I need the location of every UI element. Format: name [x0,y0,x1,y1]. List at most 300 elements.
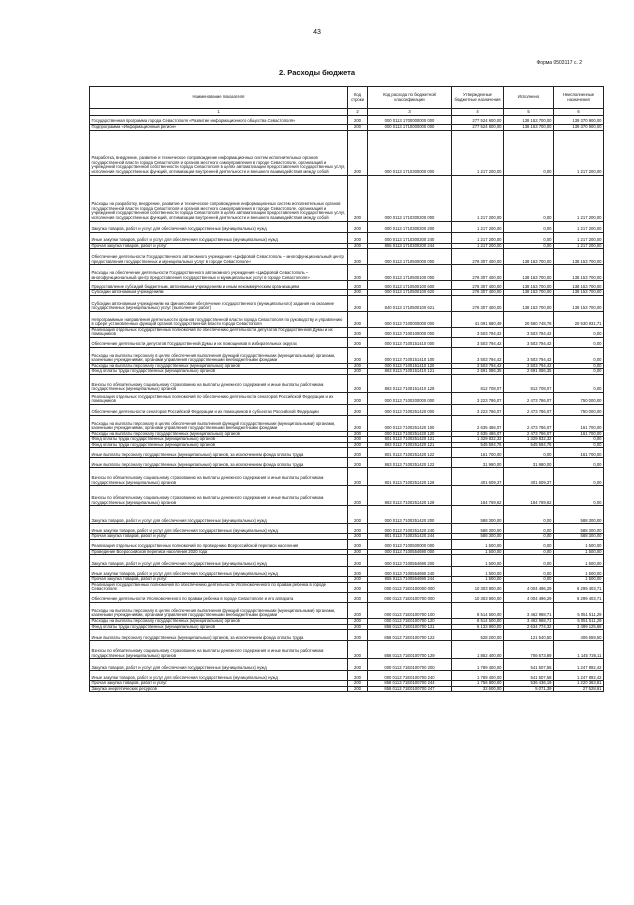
row-name: Предоставление субсидий бюджетным, автономным учреждениям и иным некоммерческим организациям [90,281,348,290]
header-unexecuted: Неисполненные назначения [554,87,604,109]
row-classification-code: 000 0113 1710000000 000 [368,125,452,131]
row-approved: 3 503 794,42 [452,347,504,363]
row-unexecuted: 0,00 [554,369,604,375]
row-name: Обеспечение деятельности сенаторов Российской Федерации и их помощников в субъектах Российской Федерации [90,404,348,415]
row-approved: 1 500,00 [452,539,504,549]
row-classification-code: 000 0113 1710300000 000 [368,130,452,175]
table-row [90,539,604,549]
row-unexecuted: 1 217 200,00 [554,130,604,175]
row-line-code: 200 [348,392,368,404]
row-line-code: 200 [348,116,368,125]
row-name: Прочая закупка товаров, работ и услуг [90,243,348,249]
row-approved: 1 217 200,00 [452,175,504,221]
row-name: Закупка товаров, работ и услуг для обеспечения государственных (муниципальных) нужд [90,506,348,524]
row-approved: 1 329 832,32 [452,437,504,443]
row-classification-code: 855 0113 1710300200 244 [368,243,452,249]
row-name: Подпрограмма «Информационный регион» [90,125,348,131]
row-unexecuted: 1 217 200,00 [554,221,604,232]
row-classification-code: 000 0113 7100554690 000 [368,549,452,555]
row-line-code: 200 [348,232,368,243]
row-name: Фонд оплаты труда государственных (муниципальных) органов [90,369,348,375]
row-name: Закупка товаров, работ и услуг для обеспечения государственных (муниципальных) нужд [90,555,348,567]
row-approved: 2 691 086,35 [452,369,504,375]
table-row [90,486,604,506]
row-classification-code: 000 0113 7100151410 000 [368,337,452,347]
row-approved: 1 217 200,00 [452,130,504,175]
row-unexecuted: 27 528,61 [554,686,604,692]
row-executed: 121 540,50 [504,630,554,641]
row-line-code: 200 [348,534,368,540]
row-line-code: 200 [348,281,368,290]
table-row [90,524,604,534]
budget-expenditure-table [89,86,604,692]
row-unexecuted: 1 145 726,11 [554,641,604,659]
row-approved: 2 635 486,07 [452,415,504,431]
row-name: Иные выплаты персоналу государственных (муниципальных) органов, за исключением фонда оплаты труда [90,458,348,468]
row-classification-code: 000 0113 71E0100700 100 [368,602,452,618]
row-line-code: 200 [348,311,368,327]
row-classification-code: 863 0113 7100151410 121 [368,369,452,375]
row-approved: 3 223 786,07 [452,404,504,415]
row-unexecuted: 1 500,00 [554,549,604,555]
row-executed: 1 329 832,32 [504,437,554,443]
row-unexecuted: 161 700,00 [554,431,604,437]
row-line-code: 200 [348,369,368,375]
row-approved: 2 635 486,07 [452,431,504,437]
table-row [90,281,604,290]
row-classification-code: 863 0113 7100151410 129 [368,374,452,392]
row-executed: 0,00 [504,567,554,577]
row-unexecuted: 1 500,00 [554,555,604,567]
row-executed: 164 769,62 [504,486,554,506]
row-name: Субсидии автономным учреждениям [90,290,348,296]
row-unexecuted: 1 247 892,42 [554,671,604,681]
table-row [90,347,604,363]
row-classification-code: 801 0113 7100251420 122 [368,448,452,458]
row-name: Иные закупки товаров, работ и услуг для обеспечения государственных (муниципальных) нужд [90,671,348,681]
row-line-code: 200 [348,567,368,577]
row-line-code: 200 [348,130,368,175]
row-line-code: 200 [348,458,368,468]
row-classification-code: 000 0113 1710300200 000 [368,175,452,221]
row-name: Расходы на разработку, внедрение, развитие и техническое сопровождение информационных систем исполнительных органов государственной власти города Севастополя и органов местного самоуправления в городе Севастополе, организаций и учреждений государственной собственности города Севастополя в целях автоматизации предоставления государственных услуг, исполнения государственных функций, оптимизации внутренней деятельности и внешнего взаимодействия между собой [90,175,348,221]
row-classification-code: 000 0113 1710500100 000 [368,265,452,281]
row-classification-code: 000 0113 7100200000 000 [368,392,452,404]
row-line-code: 200 [348,442,368,448]
column-index: 2 [348,109,368,116]
row-approved: 3 503 794,42 [452,327,504,337]
row-classification-code: 000 0113 7100251420 120 [368,431,452,437]
row-classification-code: 855 0113 7100554690 244 [368,577,452,583]
table-row [90,671,604,681]
row-approved: 1 500,00 [452,577,504,583]
row-classification-code: 801 0113 7100251420 121 [368,437,452,443]
row-name: Обеспечение деятельности Государственного автономного учреждения «Цифровой Севастополь – многофункциональный центр предоставления государственных и муниципальных услуг в городе Севастополе» [90,249,348,265]
row-line-code: 200 [348,539,368,549]
row-line-code: 200 [348,555,368,567]
row-name: Субсидии автономным учреждениям на финансовое обеспечение государственного (муниципального) задания на оказание государственных (муниципальных) услуг (выполнение работ) [90,295,348,311]
row-name: Иные закупки товаров, работ и услуг для обеспечения государственных (муниципальных) нужд [90,567,348,577]
row-executed: 138 153 700,00 [504,295,554,311]
row-name: Реализация отдельных государственных полномочий по обеспечению деятельности сенаторов Российской Федерации и их помощников [90,392,348,404]
row-executed: 138 153 700,00 [504,125,554,131]
row-executed: 0,00 [504,448,554,458]
row-line-code: 200 [348,577,368,583]
row-line-code: 200 [348,374,368,392]
table-row [90,582,604,592]
table-row [90,392,604,404]
table-row [90,567,604,577]
column-index: 5 [504,109,554,116]
row-approved: 276 307 400,00 [452,265,504,281]
row-name: Обеспечение деятельности депутатов Государственной Думы и их помощников в избирательных округах [90,337,348,347]
row-line-code: 200 [348,265,368,281]
row-classification-code: 000 0113 7100000000 000 [368,311,452,327]
row-classification-code: 000 0113 1710300200 200 [368,221,452,232]
row-executed: 0,00 [504,534,554,540]
row-unexecuted: 0,00 [554,486,604,506]
row-approved: 161 700,00 [452,448,504,458]
row-approved: 277 524 600,00 [452,116,504,125]
row-approved: 276 307 400,00 [452,281,504,290]
row-classification-code: 863 0113 7100251420 129 [368,486,452,506]
row-executed: 138 153 700,00 [504,249,554,265]
column-index: 6 [554,109,604,116]
row-approved: 1 500,00 [452,567,504,577]
row-classification-code: 801 0113 7100251420 244 [368,534,452,540]
row-name: Реализация отдельных государственных полномочий по проведению Всероссийской переписи населения [90,539,348,549]
row-name: Фонд оплаты труда государственных (муниципальных) органов [90,437,348,443]
row-line-code: 200 [348,506,368,524]
row-unexecuted: 139 370 900,00 [554,116,604,125]
row-executed: 545 594,76 [504,442,554,448]
row-unexecuted: 1 217 200,00 [554,243,604,249]
row-name: Расходы на выплаты персоналу в целях обеспечения выполнения функций государственными (муниципальными) органами, казенными учреждениями, органами управления государственными внебюджетными фондами [90,415,348,431]
row-line-code: 200 [348,618,368,624]
row-classification-code: 858 0113 71E0100700 129 [368,641,452,659]
row-unexecuted: 3 499 125,68 [554,624,604,630]
row-executed: 3 503 794,42 [504,363,554,369]
table-column-index-row [90,109,604,116]
row-line-code: 200 [348,249,368,265]
table-row [90,641,604,659]
row-line-code: 200 [348,125,368,131]
row-line-code: 200 [348,582,368,592]
row-name: Разработка, внедрение, развитие и техническое сопровождение информационных систем исполнительных органов государственной власти города Севастополя и органов местного самоуправления в городе Севастополе, организаций и учреждений государственной собственности города Севастополя в целях автоматизации предоставления государственных услуг, исполнения государственных функций, оптимизации внутренней деятельности и внешнего взаимодействия между собой [90,130,348,175]
row-line-code: 200 [348,347,368,363]
row-unexecuted: 6 299 403,71 [554,592,604,602]
row-classification-code: 000 0113 7100251420 240 [368,524,452,534]
row-unexecuted: 161 700,00 [554,448,604,458]
row-line-code: 200 [348,468,368,486]
table-row [90,602,604,618]
row-classification-code: 000 0113 7100500000 000 [368,539,452,549]
row-approved: 32 600,00 [452,686,504,692]
row-approved: 1 789 400,00 [452,671,504,681]
row-approved: 276 307 400,00 [452,249,504,265]
table-row [90,337,604,347]
row-classification-code: 000 0113 1710500100 600 [368,281,452,290]
row-approved: 812 708,07 [452,374,504,392]
row-line-code: 200 [348,448,368,458]
table-row [90,468,604,486]
row-approved: 528 200,00 [452,630,504,641]
row-approved: 3 503 794,42 [452,363,504,369]
row-name: Взносы по обязательному социальному страхованию на выплаты денежного содержания и иные выплаты работникам государственных (муниципальных) органов [90,374,348,392]
row-approved: 10 303 900,00 [452,592,504,602]
row-name: Проведение Всероссийской переписи населения 2020 года [90,549,348,555]
row-unexecuted: 0,00 [554,337,604,347]
row-unexecuted: 1 217 200,00 [554,232,604,243]
row-classification-code: 000 0113 7100554690 240 [368,567,452,577]
row-line-code: 200 [348,175,368,221]
row-name: Расходы на выплаты персоналу в целях обеспечения выполнения функций государственными (муниципальными) органами, казенными учреждениями, органами управления государственными внебюджетными фондами [90,602,348,618]
row-line-code: 200 [348,686,368,692]
row-unexecuted: 1 247 892,42 [554,659,604,671]
table-row [90,686,604,692]
row-executed: 541 507,58 [504,671,554,681]
row-unexecuted: 1 220 363,81 [554,681,604,687]
row-executed: 3 462 988,71 [504,602,554,618]
row-unexecuted: 138 153 700,00 [554,249,604,265]
row-name: Расходы на выплаты персоналу государственных (муниципальных) органов [90,363,348,369]
row-executed: 4 004 496,29 [504,582,554,592]
row-unexecuted: 0,00 [554,468,604,486]
table-row [90,415,604,431]
header-indicator-name: Наименование показателя [90,87,348,109]
row-executed: 0,00 [504,577,554,583]
row-line-code: 200 [348,415,368,431]
row-executed: 0,00 [504,524,554,534]
row-unexecuted: 138 153 700,00 [554,281,604,290]
row-unexecuted: 0,00 [554,374,604,392]
header-executed: Исполнено [504,87,554,109]
row-unexecuted: 5 051 511,29 [554,618,604,624]
row-unexecuted: 750 000,00 [554,404,604,415]
row-line-code: 200 [348,221,368,232]
form-code: Форма 0503117 с. 2 [536,60,582,66]
row-classification-code: 000 0113 7100151410 100 [368,347,452,363]
row-name: Расходы на выплаты персоналу в целях обеспечения выполнения функций государственными (муниципальными) органами, казенными учреждениями, органами управления государственными внебюджетными фондами [90,347,348,363]
row-approved: 588 300,00 [452,506,504,524]
row-unexecuted: 1 500,00 [554,539,604,549]
header-line-code: Код строки [348,87,368,109]
row-approved: 276 307 400,00 [452,295,504,311]
row-unexecuted: 1 217 200,00 [554,175,604,221]
row-name: Расходы на обеспечение деятельности Государственного автономного учреждения «Цифровой Севастополь – многофункциональный центр предоставления государственных и муниципальных услуг в городе Севастополе» [90,265,348,281]
row-executed: 5 071,39 [504,686,554,692]
row-classification-code: 858 0113 71E0100700 247 [368,686,452,692]
row-unexecuted: 406 659,50 [554,630,604,641]
table-row [90,175,604,221]
row-line-code: 200 [348,337,368,347]
column-index: 4 [452,109,504,116]
row-unexecuted: 20 530 931,71 [554,311,604,327]
row-classification-code: 858 0113 71E0100700 244 [368,681,452,687]
row-executed: 4 004 496,29 [504,592,554,602]
row-unexecuted: 161 700,00 [554,415,604,431]
row-classification-code: 000 0113 7100251420 200 [368,506,452,524]
row-approved: 545 594,76 [452,442,504,448]
row-name: Иные закупки товаров, работ и услуг для обеспечения государственных (муниципальных) нужд [90,232,348,243]
row-approved: 1 500,00 [452,555,504,567]
row-unexecuted: 588 300,00 [554,534,604,540]
row-name: Фонд оплаты труда государственных (муниципальных) органов [90,442,348,448]
row-executed: 812 708,07 [504,374,554,392]
table-row [90,327,604,337]
row-executed: 2 473 786,07 [504,392,554,404]
row-classification-code: 840 0113 1710500100 621 [368,295,452,311]
row-approved: 1 789 400,00 [452,659,504,671]
row-unexecuted: 588 300,00 [554,506,604,524]
row-approved: 1 852 400,00 [452,641,504,659]
row-unexecuted: 138 153 700,00 [554,265,604,281]
row-executed: 0,00 [504,555,554,567]
row-executed: 706 673,89 [504,641,554,659]
row-line-code: 200 [348,549,368,555]
row-executed: 2 634 774,32 [504,624,554,630]
row-classification-code: 000 0113 71E0100700 240 [368,671,452,681]
row-executed: 3 462 988,71 [504,618,554,624]
row-name: Закупка товаров, работ и услуг для обеспечения государственных (муниципальных) нужд [90,221,348,232]
row-executed: 401 609,37 [504,468,554,486]
row-unexecuted: 138 153 700,00 [554,295,604,311]
row-approved: 41 091 680,49 [452,311,504,327]
table-header-row [90,87,604,109]
row-name: Непрограммные направления деятельности органов государственной власти города Севастополя по руководству и управлению в сфере установленных функций органов государственной власти города Севастополя [90,311,348,327]
row-approved: 277 524 600,00 [452,125,504,131]
row-line-code: 200 [348,624,368,630]
row-approved: 1 756 800,00 [452,681,504,687]
row-classification-code: 000 0113 71E0100000 000 [368,582,452,592]
row-approved: 8 514 500,00 [452,602,504,618]
row-executed: 541 507,58 [504,659,554,671]
row-unexecuted: 139 370 900,00 [554,125,604,131]
row-executed: 0,00 [504,221,554,232]
row-name: Иные выплаты персоналу государственных (муниципальных) органов, за исключением фонда оплаты труда [90,448,348,458]
table-row [90,448,604,458]
row-executed: 31 980,00 [504,458,554,468]
row-classification-code: 000 0113 7100554690 200 [368,555,452,567]
row-line-code: 200 [348,681,368,687]
row-executed: 2 473 786,07 [504,404,554,415]
table-row [90,311,604,327]
row-executed: 0,00 [504,232,554,243]
row-unexecuted: 5 051 511,29 [554,602,604,618]
table-row [90,458,604,468]
table-row [90,555,604,567]
table-row [90,374,604,392]
row-line-code: 200 [348,641,368,659]
section-title: 2. Расходы бюджета [278,68,356,77]
row-name: Реализация государственных полномочий по обеспечению деятельности Уполномоченного по правам ребенка в городе Севастополе [90,582,348,592]
page-number: 43 [313,29,321,36]
row-unexecuted: 0,00 [554,347,604,363]
row-line-code: 200 [348,602,368,618]
row-name: Прочая закупка товаров, работ и услуг [90,681,348,687]
row-name: Иные выплаты персоналу государственных (муниципальных) органов, за исключением фонда оплаты труда [90,630,348,641]
row-classification-code: 000 0113 7100100000 000 [368,327,452,337]
row-classification-code: 801 0113 7100251420 129 [368,468,452,486]
row-unexecuted: 0,00 [554,442,604,448]
row-line-code: 200 [348,437,368,443]
table-row [90,506,604,524]
row-executed: 2 691 086,35 [504,369,554,375]
row-executed: 3 503 794,42 [504,337,554,347]
row-name: Реализация отдельных государственных полномочий по обеспечению деятельности депутатов Государственной Думы и их помощников [90,327,348,337]
row-unexecuted: 138 153 700,00 [554,290,604,296]
row-classification-code: 000 0113 71E0100700 000 [368,592,452,602]
row-classification-code: 000 0113 1700000000 000 [368,116,452,125]
row-line-code: 200 [348,363,368,369]
row-classification-code: 000 0113 7100151410 120 [368,363,452,369]
column-index: 3 [368,109,452,116]
row-name: Взносы по обязательному социальному страхованию на выплаты денежного содержания и иные выплаты работникам государственных (муниципальных) органов [90,641,348,659]
row-approved: 3 223 786,07 [452,392,504,404]
table-row [90,592,604,602]
table-body [90,116,604,692]
row-classification-code: 000 0113 1710300200 240 [368,232,452,243]
row-executed: 536 436,19 [504,681,554,687]
row-name: Иные закупки товаров, работ и услуг для обеспечения государственных (муниципальных) нужд [90,524,348,534]
row-approved: 3 503 794,42 [452,337,504,347]
row-line-code: 200 [348,630,368,641]
row-line-code: 200 [348,404,368,415]
row-name: Закупка товаров, работ и услуг для обеспечения государственных (муниципальных) нужд [90,659,348,671]
row-approved: 588 300,00 [452,534,504,540]
row-approved: 10 303 900,00 [452,582,504,592]
row-name: Расходы на выплаты персоналу государственных (муниципальных) органов [90,618,348,624]
row-line-code: 200 [348,524,368,534]
header-classification-code: Код расхода по бюджетной классификации [368,87,452,109]
table-row [90,249,604,265]
row-executed: 0,00 [504,506,554,524]
row-classification-code: 858 0113 71E0100700 122 [368,630,452,641]
row-line-code: 200 [348,486,368,506]
table-row [90,221,604,232]
table-row [90,659,604,671]
row-executed: 0,00 [504,175,554,221]
row-line-code: 200 [348,431,368,437]
table-row [90,265,604,281]
row-executed: 3 503 794,42 [504,347,554,363]
row-name: Закупка энергетических ресурсов [90,686,348,692]
row-unexecuted: 588 300,00 [554,524,604,534]
row-executed: 2 473 786,07 [504,431,554,437]
row-executed: 0,00 [504,130,554,175]
row-unexecuted: 1 500,00 [554,567,604,577]
row-approved: 1 500,00 [452,549,504,555]
row-line-code: 200 [348,592,368,602]
row-executed: 138 153 700,00 [504,281,554,290]
row-unexecuted: 0,00 [554,363,604,369]
row-line-code: 200 [348,290,368,296]
row-unexecuted: 0,00 [554,458,604,468]
row-approved: 164 769,62 [452,486,504,506]
row-name: Государственная программа города Севастополя «Развитие информационного общества Севастополя» [90,116,348,125]
row-approved: 1 217 200,00 [452,243,504,249]
row-classification-code: 000 0113 1710500100 620 [368,290,452,296]
header-approved: Утвержденные бюджетные назначения [452,87,504,109]
row-classification-code: 000 0113 7100251420 000 [368,404,452,415]
row-approved: 401 609,37 [452,468,504,486]
row-approved: 588 300,00 [452,524,504,534]
row-classification-code: 000 0113 7100251420 100 [368,415,452,431]
row-line-code: 200 [348,295,368,311]
row-classification-code: 863 0113 7100251420 121 [368,442,452,448]
row-approved: 1 217 200,00 [452,221,504,232]
row-name: Расходы на выплаты персоналу государственных (муниципальных) органов [90,431,348,437]
